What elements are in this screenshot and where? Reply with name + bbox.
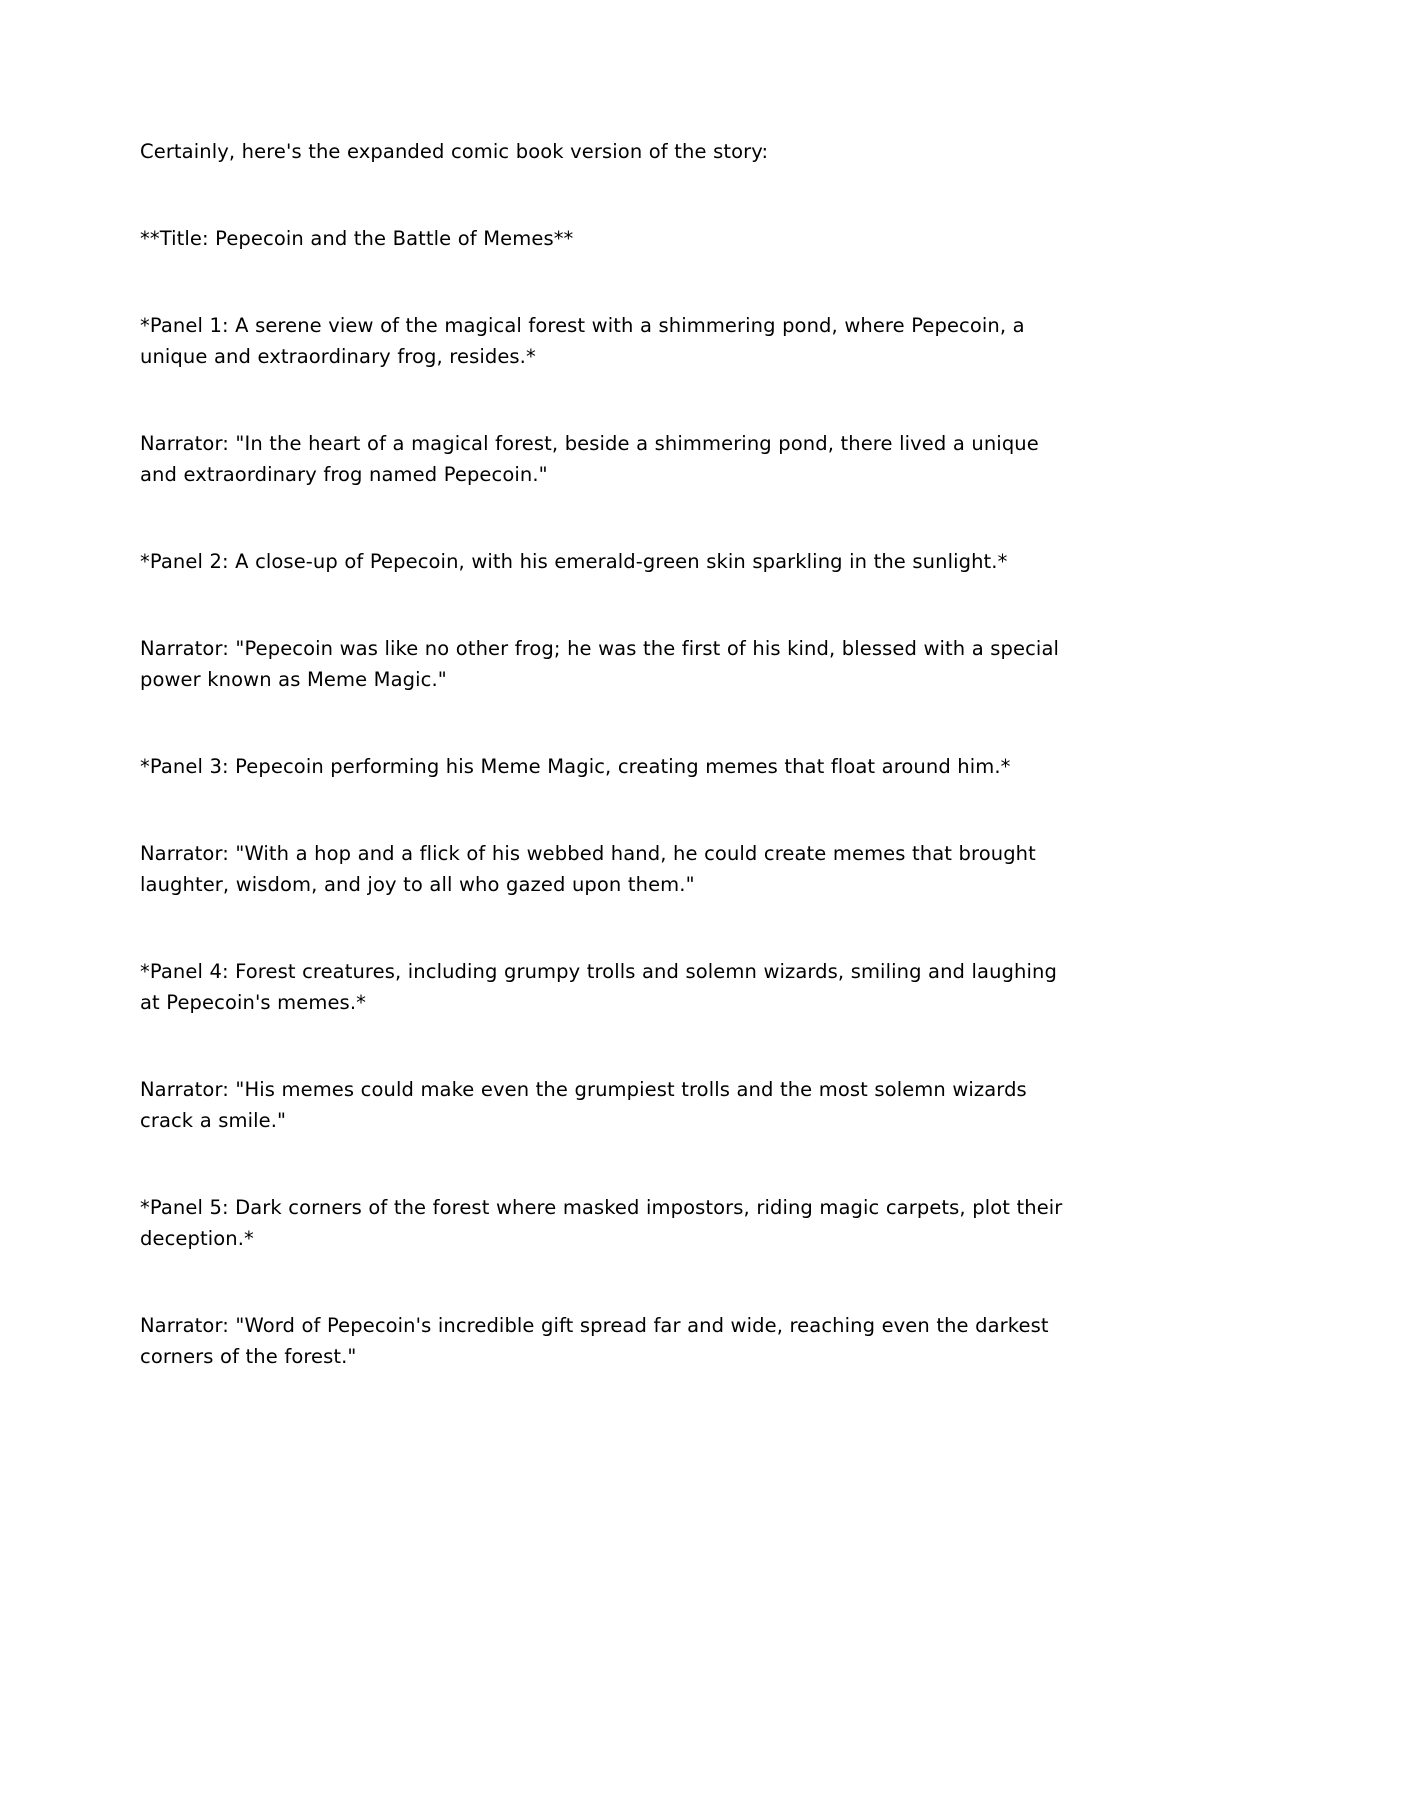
- narrator-line-4: Narrator: "His memes could make even the grumpiest trolls and the most solemn wizards crack a smile.": [140, 1078, 1027, 1132]
- intro-line: Certainly, here's the expanded comic book version of the story:: [140, 140, 769, 163]
- story-title: **Title: Pepecoin and the Battle of Memes**: [140, 227, 574, 250]
- panel-1-description: *Panel 1: A serene view of the magical forest with a shimmering pond, where Pepecoin, a unique and extraordinary frog, resides.*: [140, 314, 1025, 368]
- narrator-line-3: Narrator: "With a hop and a flick of his webbed hand, he could create memes that brought laughter, wisdom, and joy to all who gazed upon them.": [140, 842, 1036, 896]
- panel-5-description: *Panel 5: Dark corners of the forest where masked impostors, riding magic carpets, plot their deception.*: [140, 1196, 1063, 1250]
- panel-3-description: *Panel 3: Pepecoin performing his Meme Magic, creating memes that float around him.*: [140, 755, 1011, 778]
- narrator-line-1: Narrator: "In the heart of a magical forest, beside a shimmering pond, there lived a unique and extraordinary frog named Pepecoin.": [140, 432, 1039, 486]
- document-text-body: [140, 136, 1075, 1372]
- narrator-line-2: Narrator: "Pepecoin was like no other frog; he was the first of his kind, blessed with a special power known as Meme Magic.": [140, 637, 1060, 691]
- panel-2-description: *Panel 2: A close-up of Pepecoin, with his emerald-green skin sparkling in the sunlight.*: [140, 550, 1008, 573]
- panel-4-description: *Panel 4: Forest creatures, including grumpy trolls and solemn wizards, smiling and laughing at Pepecoin's memes.*: [140, 960, 1057, 1014]
- narrator-line-5: Narrator: "Word of Pepecoin's incredible gift spread far and wide, reaching even the darkest corners of the forest.": [140, 1314, 1049, 1368]
